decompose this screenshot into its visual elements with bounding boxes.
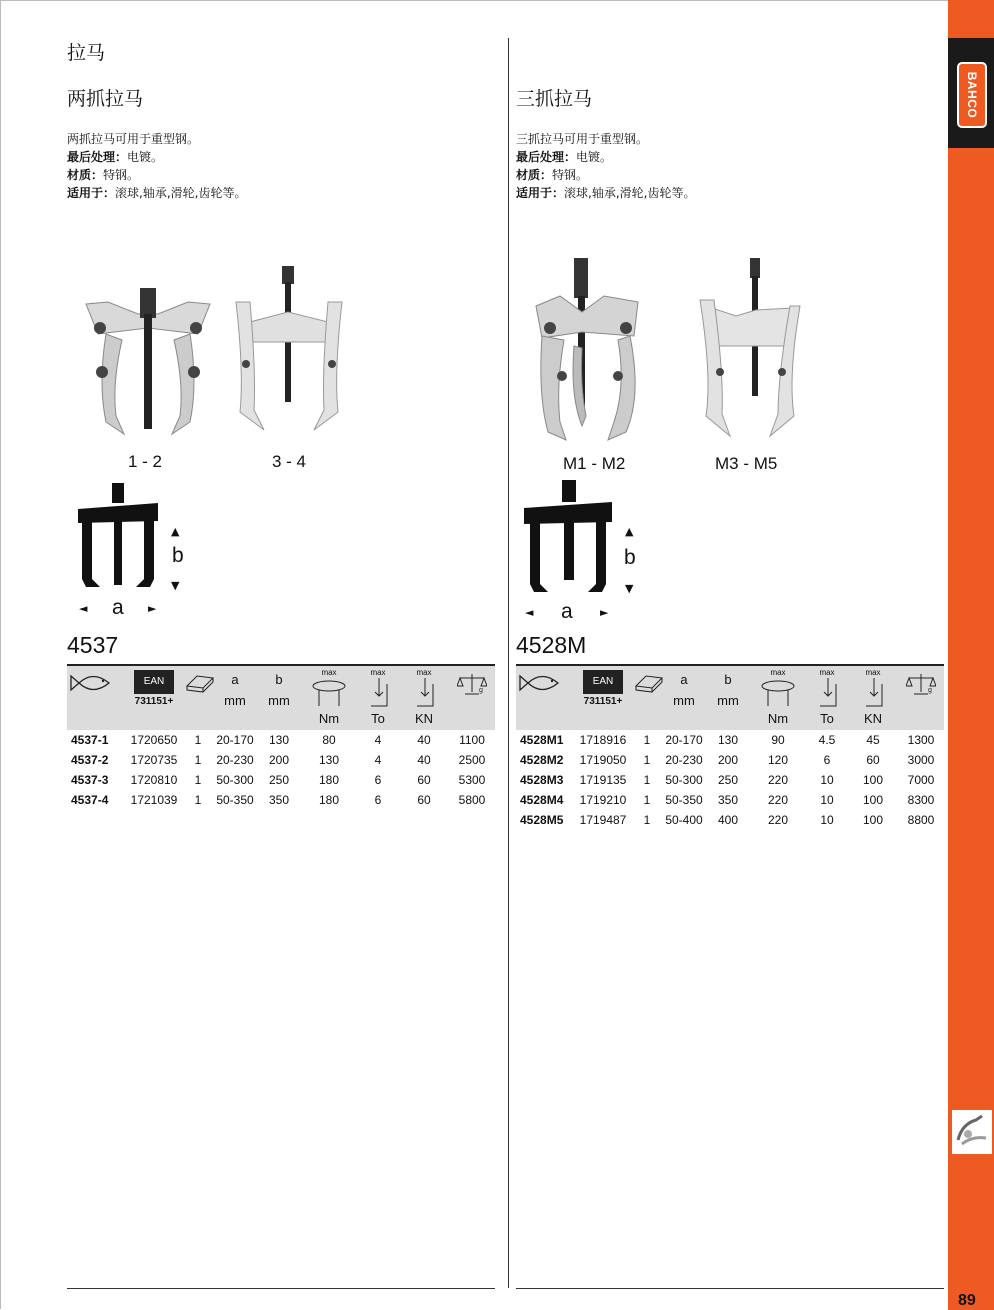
force-down-icon bbox=[816, 678, 840, 708]
header-b-unit: mm bbox=[268, 693, 290, 708]
desc-label: 最后处理： bbox=[516, 150, 577, 164]
cell: 1720810 bbox=[130, 773, 178, 787]
cell: 60 bbox=[417, 773, 431, 787]
ean-prefix: 731151+ bbox=[583, 696, 623, 707]
cell: 1720735 bbox=[130, 753, 178, 767]
desc-value: 特钢。 bbox=[552, 168, 589, 182]
max-label: max bbox=[370, 668, 386, 677]
barcode-icon: EAN bbox=[583, 670, 623, 694]
cell: 4 bbox=[374, 753, 382, 767]
force-down-icon bbox=[367, 678, 391, 708]
cell: 1 bbox=[194, 773, 202, 787]
package-icon bbox=[634, 672, 664, 694]
desc-label: 材质： bbox=[67, 168, 104, 182]
cell: 350 bbox=[717, 793, 739, 807]
arrow-down-icon: ▼ bbox=[625, 582, 634, 595]
desc-label: 适用于： bbox=[67, 186, 116, 200]
cell: 5300 bbox=[458, 773, 486, 787]
max-label: max bbox=[321, 668, 337, 677]
desc-label: 适用于： bbox=[516, 186, 565, 200]
cell: 200 bbox=[268, 753, 290, 767]
image-label: M1 - M2 bbox=[563, 454, 626, 473]
left-model-number: 4537 bbox=[67, 632, 119, 658]
right-model-number: 4528M bbox=[516, 632, 587, 658]
cell: 5800 bbox=[458, 793, 486, 807]
two-jaw-dimension-diagram bbox=[76, 483, 160, 593]
cell: 4528M5 bbox=[520, 813, 564, 827]
cell: 250 bbox=[717, 773, 739, 787]
dim-a-label: a bbox=[561, 600, 573, 623]
desc-value: 电镀。 bbox=[127, 150, 164, 164]
dim-b-label: b bbox=[624, 546, 636, 569]
cell: 180 bbox=[318, 773, 340, 787]
torque-icon bbox=[309, 678, 349, 706]
image-label: 3 - 4 bbox=[272, 452, 307, 471]
cell: 20-170 bbox=[216, 733, 254, 747]
force-down-icon bbox=[413, 678, 437, 708]
three-jaw-dimension-diagram bbox=[522, 480, 614, 594]
scale-icon bbox=[906, 672, 936, 698]
dim-a-label: a bbox=[112, 596, 124, 619]
header-a-unit: mm bbox=[673, 693, 695, 708]
col-weight bbox=[898, 665, 944, 730]
arrow-right-icon: ► bbox=[600, 606, 609, 619]
table-row bbox=[516, 770, 944, 790]
header-to-unit: To bbox=[820, 711, 834, 726]
section-title: 拉马 bbox=[67, 42, 106, 64]
image-label: 1 - 2 bbox=[128, 452, 163, 471]
ean-prefix: 731151+ bbox=[134, 696, 174, 707]
fish-icon bbox=[518, 672, 562, 694]
cell: 1 bbox=[194, 793, 202, 807]
cell: 1 bbox=[643, 813, 651, 827]
cell: 10 bbox=[820, 773, 834, 787]
col-part-icon bbox=[516, 665, 574, 730]
col-part-icon bbox=[67, 665, 125, 730]
scale-icon bbox=[457, 672, 487, 698]
cell: 4537-3 bbox=[71, 773, 109, 787]
cell: 90 bbox=[771, 733, 785, 747]
dim-b-label: b bbox=[172, 544, 184, 567]
cell: 8800 bbox=[907, 813, 935, 827]
column-divider bbox=[508, 38, 509, 1288]
cell: 6 bbox=[823, 753, 831, 767]
table-row bbox=[516, 810, 944, 830]
header-kn-unit: KN bbox=[414, 711, 434, 726]
cell: 60 bbox=[866, 753, 880, 767]
cell: 100 bbox=[862, 813, 884, 827]
max-label: max bbox=[819, 668, 835, 677]
three-jaw-puller-image-1 bbox=[530, 256, 650, 442]
header-b: b bbox=[275, 672, 283, 687]
desc-value: 滚球,轴承,滑轮,齿轮等。 bbox=[564, 186, 696, 200]
cell: 4528M3 bbox=[520, 773, 564, 787]
right-product-title: 三抓拉马 bbox=[516, 88, 593, 110]
desc-value: 滚球,轴承,滑轮,齿轮等。 bbox=[115, 186, 247, 200]
cell: 50-350 bbox=[665, 793, 703, 807]
cell: 130 bbox=[318, 753, 340, 767]
table-row bbox=[67, 730, 495, 750]
cell: 20-170 bbox=[665, 733, 703, 747]
right-spec-table bbox=[516, 664, 944, 830]
desc-label: 最后处理： bbox=[67, 150, 128, 164]
left-product-title: 两抓拉马 bbox=[67, 88, 144, 110]
cell: 10 bbox=[820, 813, 834, 827]
col-b bbox=[257, 665, 301, 730]
desc-value: 电镀。 bbox=[576, 150, 613, 164]
header-a: a bbox=[680, 672, 688, 687]
cell: 1719210 bbox=[579, 793, 627, 807]
cell: 6 bbox=[374, 773, 382, 787]
table-row bbox=[67, 750, 495, 770]
cell: 1721039 bbox=[130, 793, 178, 807]
bottom-rule-left bbox=[67, 1288, 495, 1289]
table-row bbox=[516, 790, 944, 810]
cell: 4528M2 bbox=[520, 753, 564, 767]
col-kn bbox=[848, 665, 898, 730]
cell: 20-230 bbox=[665, 753, 703, 767]
puller-icon bbox=[952, 1110, 992, 1154]
cell: 2500 bbox=[458, 753, 486, 767]
cell: 80 bbox=[322, 733, 336, 747]
cell: 1720650 bbox=[130, 733, 178, 747]
cell: 180 bbox=[318, 793, 340, 807]
max-label: max bbox=[770, 668, 786, 677]
package-icon bbox=[185, 672, 215, 694]
cell: 4537-4 bbox=[71, 793, 109, 807]
barcode-icon: EAN bbox=[134, 670, 174, 694]
cell: 8300 bbox=[907, 793, 935, 807]
arrow-left-icon: ◄ bbox=[79, 602, 88, 615]
col-torque bbox=[750, 665, 806, 730]
arrow-up-icon: ▲ bbox=[625, 525, 634, 538]
cell: 50-350 bbox=[216, 793, 254, 807]
cell: 1 bbox=[643, 733, 651, 747]
col-a bbox=[662, 665, 706, 730]
arrow-left-icon: ◄ bbox=[525, 606, 534, 619]
col-ean bbox=[125, 665, 183, 730]
arrow-up-icon: ▲ bbox=[171, 525, 180, 538]
cell: 6 bbox=[374, 793, 382, 807]
col-kn bbox=[399, 665, 449, 730]
cell: 1 bbox=[643, 753, 651, 767]
header-torque-unit: Nm bbox=[767, 711, 789, 726]
col-tons bbox=[806, 665, 848, 730]
table-row bbox=[67, 790, 495, 810]
header-kn-unit: KN bbox=[863, 711, 883, 726]
cell: 50-400 bbox=[665, 813, 703, 827]
cell: 1 bbox=[194, 753, 202, 767]
cell: 1 bbox=[194, 733, 202, 747]
bottom-rule-right bbox=[516, 1288, 944, 1289]
left-description bbox=[67, 130, 246, 202]
col-ean bbox=[574, 665, 632, 730]
arrow-right-icon: ► bbox=[148, 602, 157, 615]
col-b bbox=[706, 665, 750, 730]
arrow-down-icon: ▼ bbox=[171, 579, 180, 592]
cell: 50-300 bbox=[216, 773, 254, 787]
two-jaw-puller-image-2 bbox=[230, 262, 348, 438]
cell: 100 bbox=[862, 773, 884, 787]
fish-icon bbox=[69, 672, 113, 694]
cell: 4.5 bbox=[818, 733, 836, 747]
three-jaw-puller-image-2 bbox=[696, 256, 806, 442]
cell: 40 bbox=[417, 753, 431, 767]
col-tons bbox=[357, 665, 399, 730]
table-row bbox=[67, 770, 495, 790]
cell: 60 bbox=[417, 793, 431, 807]
right-description bbox=[516, 130, 695, 202]
cell: 220 bbox=[767, 813, 789, 827]
desc-line: 两抓拉马可用于重型钢。 bbox=[67, 132, 200, 146]
max-label: max bbox=[865, 668, 881, 677]
desc-label: 材质： bbox=[516, 168, 553, 182]
cell: 1719487 bbox=[579, 813, 627, 827]
cell: 400 bbox=[717, 813, 739, 827]
header-b-unit: mm bbox=[717, 693, 739, 708]
page-number: 89 bbox=[958, 1292, 976, 1309]
header-a: a bbox=[231, 672, 239, 687]
header-to-unit: To bbox=[371, 711, 385, 726]
cell: 220 bbox=[767, 793, 789, 807]
max-label: max bbox=[416, 668, 432, 677]
svg-text:g: g bbox=[928, 687, 932, 694]
cell: 130 bbox=[268, 733, 290, 747]
cell: 200 bbox=[717, 753, 739, 767]
cell: 20-230 bbox=[216, 753, 254, 767]
table-row bbox=[516, 730, 944, 750]
cell: 1 bbox=[643, 793, 651, 807]
svg-text:g: g bbox=[479, 687, 483, 694]
cell: 4537-1 bbox=[71, 733, 109, 747]
desc-line: 三抓拉马可用于重型钢。 bbox=[516, 132, 649, 146]
cell: 1 bbox=[643, 773, 651, 787]
header-b: b bbox=[724, 672, 732, 687]
col-a bbox=[213, 665, 257, 730]
cell: 4 bbox=[374, 733, 382, 747]
cell: 1718916 bbox=[579, 733, 627, 747]
two-jaw-puller-image-1 bbox=[78, 284, 218, 439]
cell: 120 bbox=[767, 753, 789, 767]
col-pack bbox=[183, 665, 213, 730]
col-pack bbox=[632, 665, 662, 730]
cell: 1719135 bbox=[579, 773, 627, 787]
left-spec-table bbox=[67, 664, 495, 810]
cell: 10 bbox=[820, 793, 834, 807]
cell: 50-300 bbox=[665, 773, 703, 787]
cell: 100 bbox=[862, 793, 884, 807]
cell: 250 bbox=[268, 773, 290, 787]
cell: 1300 bbox=[907, 733, 935, 747]
desc-value: 特钢。 bbox=[103, 168, 140, 182]
header-torque-unit: Nm bbox=[318, 711, 340, 726]
table-row bbox=[516, 750, 944, 770]
cell: 4537-2 bbox=[71, 753, 109, 767]
cell: 4528M1 bbox=[520, 733, 564, 747]
image-label: M3 - M5 bbox=[715, 454, 778, 473]
cell: 3000 bbox=[907, 753, 935, 767]
cell: 7000 bbox=[907, 773, 935, 787]
cell: 1100 bbox=[459, 733, 485, 747]
torque-icon bbox=[758, 678, 798, 706]
cell: 220 bbox=[767, 773, 789, 787]
col-weight bbox=[449, 665, 495, 730]
cell: 130 bbox=[717, 733, 739, 747]
header-a-unit: mm bbox=[224, 693, 246, 708]
cell: 1719050 bbox=[579, 753, 627, 767]
cell: 350 bbox=[268, 793, 290, 807]
force-down-icon bbox=[862, 678, 886, 708]
bahco-logo: BAHCO bbox=[957, 62, 987, 128]
cell: 40 bbox=[417, 733, 431, 747]
col-torque bbox=[301, 665, 357, 730]
cell: 45 bbox=[866, 733, 880, 747]
cell: 4528M4 bbox=[520, 793, 564, 807]
